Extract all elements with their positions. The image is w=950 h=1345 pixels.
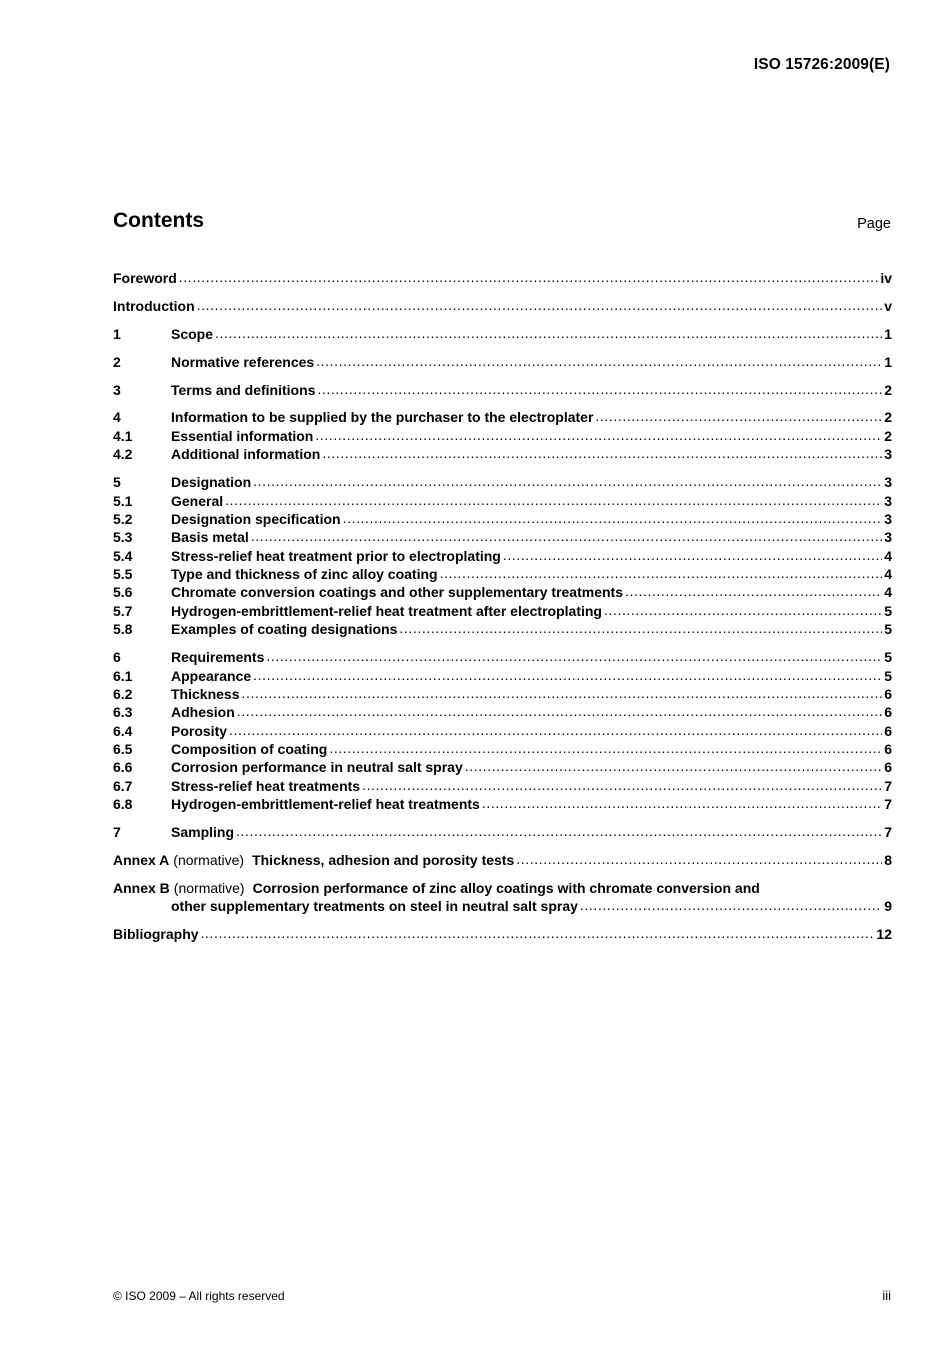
toc-entry[interactable]: [113, 648, 892, 666]
contents-heading: Contents: [113, 209, 204, 232]
toc-entry-title: Sampling: [171, 824, 235, 841]
toc-entry[interactable]: [113, 565, 892, 583]
toc-entry-title: Adhesion: [171, 704, 235, 721]
toc-entry-number: 3: [113, 381, 121, 398]
dot-leader: [179, 269, 879, 286]
toc-entry-page: iv: [880, 270, 892, 286]
dot-leader: [503, 547, 882, 564]
dot-leader: [241, 685, 882, 702]
toc-entry-number: 5.6: [113, 584, 133, 601]
toc-entry[interactable]: [113, 325, 892, 343]
toc-entry[interactable]: [113, 667, 892, 685]
toc-entry-page: 5: [884, 602, 892, 619]
toc-entry-page: 7: [884, 777, 892, 794]
toc-entry-title: Type and thickness of zinc alloy coating: [171, 566, 438, 583]
toc-entry[interactable]: [113, 795, 892, 813]
toc-entry[interactable]: [113, 620, 892, 638]
dot-leader: [315, 427, 882, 444]
toc-entry-title: Hydrogen-embrittlement-relief heat treatment after electroplating: [171, 602, 602, 619]
toc-entry-number: 7: [113, 824, 121, 841]
toc-entry-title: Foreword: [113, 270, 177, 286]
toc-entry-page: 3: [884, 474, 892, 491]
table-of-contents: [113, 269, 892, 944]
toc-entry-page: 2: [884, 409, 892, 426]
toc-entry-page: 5: [884, 621, 892, 638]
toc-entry[interactable]: [113, 823, 892, 841]
toc-entry-number: 5.4: [113, 547, 133, 564]
toc-entry[interactable]: [113, 445, 892, 463]
toc-entry-title: Corrosion performance in neutral salt spray: [171, 759, 463, 776]
toc-entry-page: 7: [884, 824, 892, 841]
toc-entry[interactable]: [113, 510, 892, 528]
toc-entry-number: 4: [113, 409, 121, 426]
toc-entry-title: Stress-relief heat treatment prior to electroplating: [171, 547, 501, 564]
toc-entry-title: Designation: [171, 474, 252, 491]
toc-entry-page: 8: [884, 852, 892, 869]
toc-entry-number: 5.7: [113, 602, 133, 619]
dot-leader: [440, 565, 883, 582]
toc-entry-title: Hydrogen-embrittlement-relief heat treatments: [171, 796, 480, 813]
dot-leader: [399, 620, 882, 637]
dot-leader: [317, 381, 882, 398]
dot-leader: [253, 667, 882, 684]
toc-entry-title: Corrosion performance of zinc alloy coatings with chromate conversion and: [252, 879, 760, 896]
toc-entry[interactable]: [113, 408, 892, 426]
dot-leader: [322, 445, 882, 462]
toc-entry-introduction[interactable]: [113, 297, 892, 315]
toc-entry-title: Information to be supplied by the purchaser to the electroplater: [171, 409, 594, 426]
toc-entry-title: Designation specification: [171, 510, 341, 527]
toc-entry[interactable]: [113, 722, 892, 740]
toc-entry-number: 6.8: [113, 796, 133, 813]
toc-entry-title: Essential information: [171, 427, 314, 444]
toc-entry[interactable]: [113, 381, 892, 399]
toc-entry-page: 6: [884, 722, 892, 739]
toc-entry-page: 7: [884, 796, 892, 813]
toc-entry-number: 5.2: [113, 510, 133, 527]
dot-leader: [316, 353, 882, 370]
dot-leader: [580, 897, 882, 914]
dot-leader: [516, 851, 882, 868]
toc-entry-title: General: [171, 492, 224, 509]
toc-entry[interactable]: [113, 602, 892, 620]
toc-entry-title: Thickness, adhesion and porosity tests: [252, 852, 515, 869]
dot-leader: [215, 325, 882, 342]
toc-entry-number: 6.6: [113, 759, 133, 776]
toc-entry-page: 4: [884, 547, 892, 564]
toc-entry-title: Examples of coating designations: [171, 621, 398, 638]
footer-page-number: iii: [882, 1288, 891, 1303]
toc-entry-number: 1: [113, 325, 121, 342]
dot-leader: [225, 492, 882, 509]
toc-entry[interactable]: [113, 758, 892, 776]
toc-entry-title: Terms and definitions: [171, 381, 316, 398]
annex-label: Annex B: [113, 879, 170, 896]
toc-entry-number: 4.1: [113, 427, 133, 444]
toc-entry-number: 5.5: [113, 566, 133, 583]
toc-entry-number: 6.5: [113, 741, 133, 758]
dot-leader: [595, 408, 882, 425]
toc-entry-page: 4: [884, 566, 892, 583]
toc-entry-page: 1: [884, 353, 892, 370]
toc-entry-number: 5.1: [113, 492, 133, 509]
document-id: ISO 15726:2009(E): [753, 56, 890, 73]
dot-leader: [604, 602, 882, 619]
toc-entry-page: 1: [884, 325, 892, 342]
toc-entry-title: Stress-relief heat treatments: [171, 777, 361, 794]
annex-type: (normative): [173, 879, 245, 896]
page-column-heading: Page: [857, 216, 891, 232]
toc-entry-title: Chromate conversion coatings and other supplementary treatments: [171, 584, 623, 601]
toc-entry-page: 3: [884, 529, 892, 546]
toc-entry-page: 9: [884, 898, 892, 915]
toc-entry-page: 2: [884, 381, 892, 398]
toc-entry-page: v: [884, 297, 892, 314]
toc-entry-page: 12: [876, 926, 892, 943]
toc-entry-page: 3: [884, 446, 892, 463]
toc-entry-annex-b[interactable]: [113, 879, 892, 897]
toc-entry[interactable]: [113, 740, 892, 758]
toc-entry[interactable]: [113, 492, 892, 510]
toc-entry-page: 3: [884, 492, 892, 509]
toc-entry-page: 5: [884, 649, 892, 666]
toc-entry-page: 5: [884, 667, 892, 684]
toc-entry[interactable]: [113, 353, 892, 371]
toc-entry-annex-a[interactable]: [113, 851, 892, 869]
toc-entry[interactable]: [113, 583, 892, 601]
dot-leader: [329, 740, 882, 757]
toc-entry-title: Additional information: [171, 446, 321, 463]
dot-leader: [229, 722, 882, 739]
toc-entry-title: Porosity: [171, 722, 228, 739]
toc-entry-number: 5.3: [113, 529, 133, 546]
toc-entry-page: 6: [884, 704, 892, 721]
toc-entry-title: Appearance: [171, 667, 252, 684]
annex-label: Annex A: [113, 852, 170, 869]
dot-leader: [197, 297, 883, 314]
toc-entry[interactable]: [113, 528, 892, 546]
dot-leader: [251, 528, 882, 545]
toc-entry-number: 4.2: [113, 446, 133, 463]
dot-leader: [465, 758, 882, 775]
toc-entry-title: Bibliography: [113, 926, 199, 943]
toc-entry-number: 5: [113, 474, 121, 491]
toc-entry-bibliography[interactable]: [113, 925, 892, 943]
toc-entry-page: 6: [884, 741, 892, 758]
annex-type: (normative): [173, 852, 245, 869]
dot-leader: [343, 510, 883, 527]
toc-entry-title: Normative references: [171, 353, 315, 370]
dot-leader: [266, 648, 882, 665]
dot-leader: [236, 823, 882, 840]
toc-entry-title: Thickness: [171, 685, 240, 702]
toc-entry-page: 6: [884, 685, 892, 702]
toc-entry[interactable]: [113, 703, 892, 721]
toc-entry-annex-b-continued[interactable]: [113, 897, 892, 915]
toc-entry-number: 5.8: [113, 621, 133, 638]
toc-entry-title: Scope: [171, 325, 214, 342]
toc-entry-title: Basis metal: [171, 529, 249, 546]
toc-entry-title: Composition of coating: [171, 741, 328, 758]
toc-entry-page: 3: [884, 510, 892, 527]
toc-entry-number: 6.1: [113, 667, 133, 684]
toc-entry-title-continued: other supplementary treatments on steel in neutral salt spray: [171, 898, 578, 915]
dot-leader: [201, 925, 875, 942]
toc-entry-page: 6: [884, 759, 892, 776]
toc-entry-page: 2: [884, 427, 892, 444]
toc-entry-number: 6.7: [113, 777, 133, 794]
toc-entry-number: 6.3: [113, 704, 133, 721]
dot-leader: [625, 583, 882, 600]
toc-entry[interactable]: [113, 473, 892, 491]
toc-entry[interactable]: [113, 427, 892, 445]
dot-leader: [253, 473, 882, 490]
toc-entry-number: 6: [113, 649, 121, 666]
toc-entry-number: 6.2: [113, 685, 133, 702]
toc-entry-title: Requirements: [171, 649, 265, 666]
toc-entry[interactable]: [113, 777, 892, 795]
toc-entry-number: 6.4: [113, 722, 133, 739]
toc-entry-page: 4: [884, 584, 892, 601]
toc-entry[interactable]: [113, 685, 892, 703]
footer-copyright: © ISO 2009 – All rights reserved: [113, 1289, 285, 1303]
dot-leader: [482, 795, 882, 812]
dot-leader: [362, 777, 882, 794]
toc-entry[interactable]: [113, 547, 892, 565]
toc-entry-title: Introduction: [113, 297, 195, 314]
dot-leader: [237, 703, 882, 720]
toc-entry-foreword[interactable]: [113, 269, 892, 287]
toc-entry-number: 2: [113, 353, 121, 370]
